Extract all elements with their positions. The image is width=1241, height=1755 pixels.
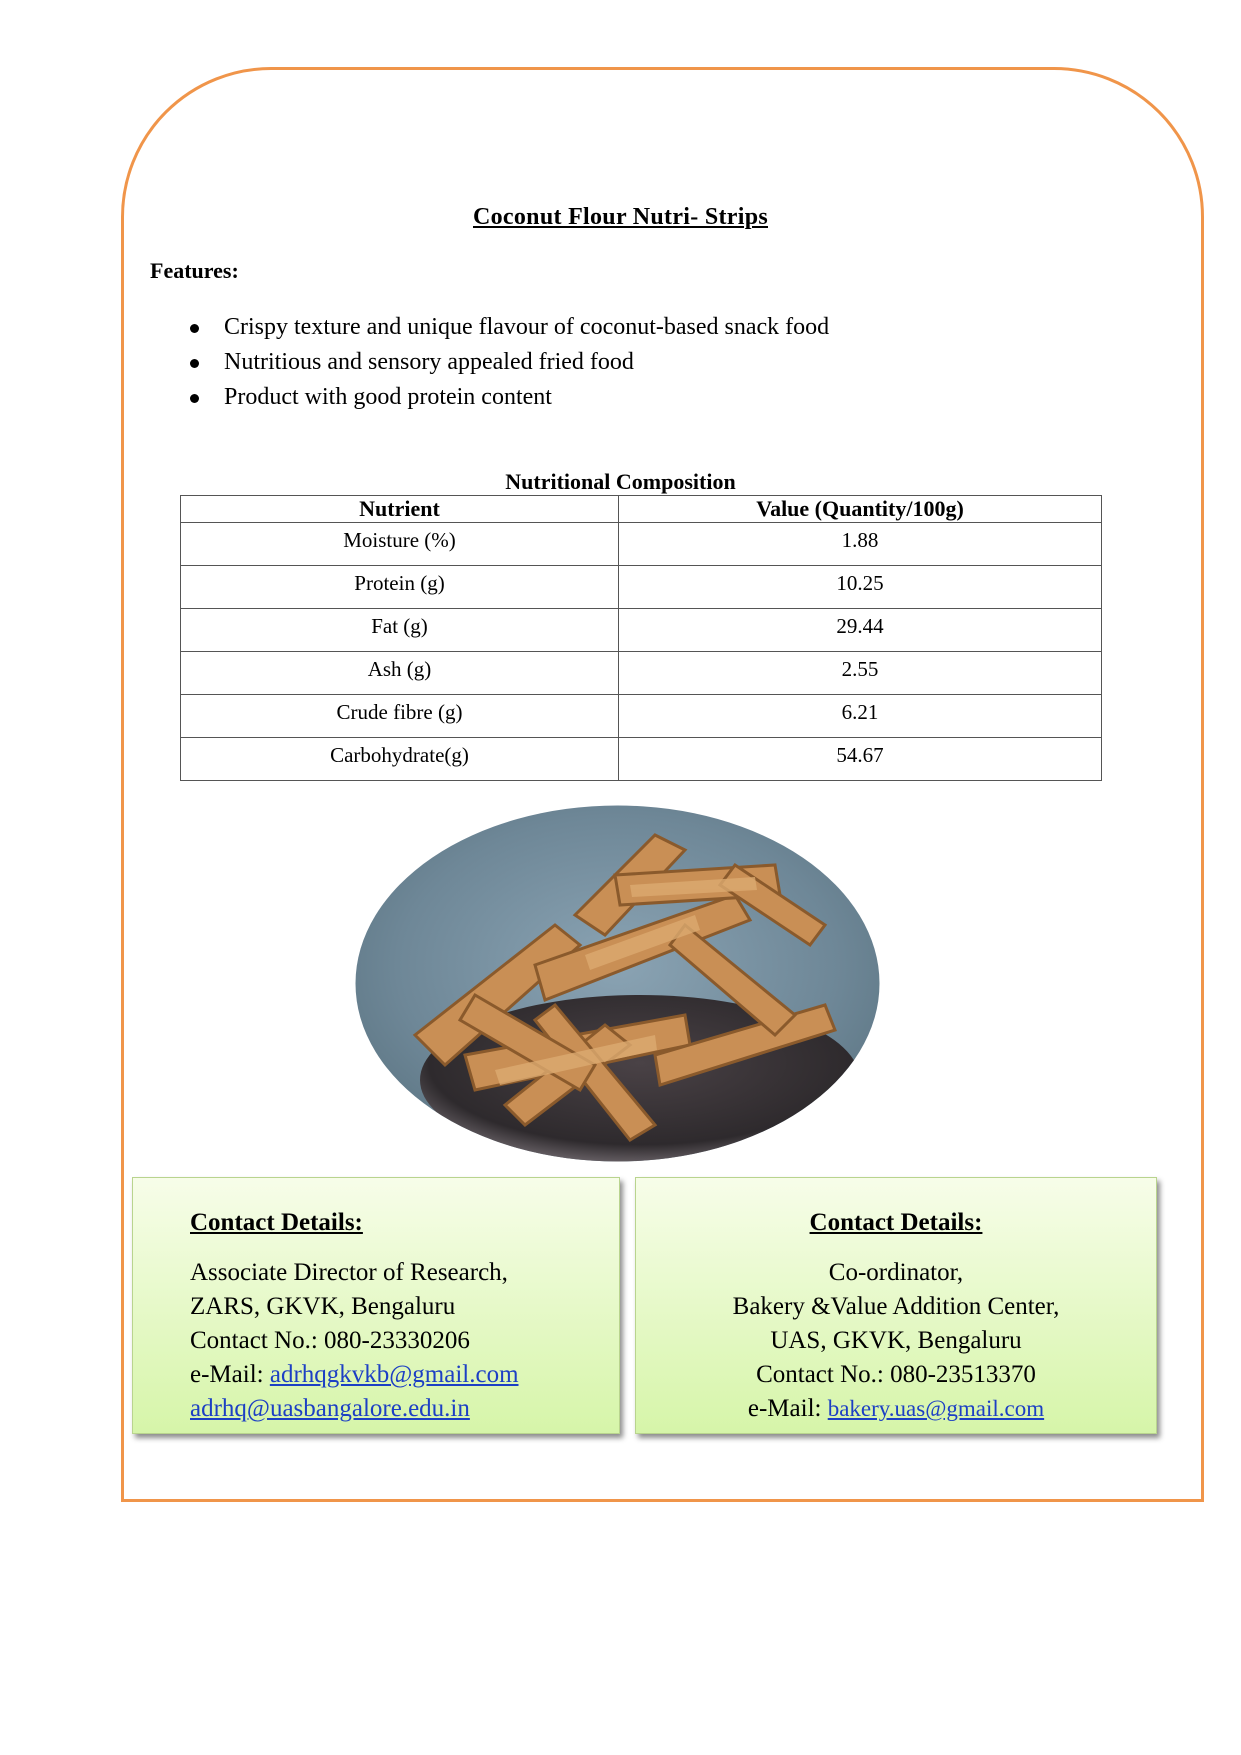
email-link[interactable]: adrhq@uasbangalore.edu.in (190, 1395, 470, 1422)
feature-text: Nutritious and sensory appealed fried food (224, 349, 634, 375)
table-row (181, 695, 1102, 738)
contact-line: ZARS, GKVK, Bengaluru (190, 1293, 456, 1320)
contact-heading: Contact Details: (809, 1209, 983, 1236)
value-cell: 6.21 (619, 695, 1102, 738)
value-cell: 1.88 (619, 523, 1102, 566)
contact-card-bakery (635, 1177, 1157, 1434)
feature-text: Crispy texture and unique flavour of coconut-based snack food (224, 314, 830, 340)
bullet-icon (190, 394, 199, 403)
table-row (181, 566, 1102, 609)
page-title: Coconut Flour Nutri- Strips (473, 204, 768, 230)
contact-line: Bakery &Value Addition Center, (732, 1293, 1060, 1320)
feature-text: Product with good protein content (224, 384, 552, 410)
email-link[interactable]: adrhqgkvkb@gmail.com (269, 1361, 519, 1388)
table-row (181, 609, 1102, 652)
email-prefix: e-Mail: (747, 1395, 828, 1422)
contact-phone: Contact No.: 080-23513370 (756, 1361, 1036, 1388)
features-heading: Features: (150, 258, 239, 283)
nutrient-cell: Crude fibre (g) (181, 695, 619, 738)
product-photo (355, 805, 880, 1162)
contact-email-line (190, 1392, 619, 1426)
contact-line: Associate Director of Research, (190, 1259, 508, 1286)
contact-line: Co-ordinator, (828, 1259, 964, 1286)
bullet-icon (190, 324, 199, 333)
nutrient-cell: Moisture (%) (181, 523, 619, 566)
value-cell: 10.25 (619, 566, 1102, 609)
contact-phone: Contact No.: 080-23330206 (190, 1327, 470, 1354)
contact-heading: Contact Details: (190, 1209, 363, 1236)
column-header: Value (Quantity/100g) (619, 496, 1102, 523)
contact-email-line (190, 1358, 619, 1392)
table-caption: Nutritional Composition (505, 469, 736, 494)
feature-item (190, 345, 829, 380)
value-cell: 54.67 (619, 738, 1102, 781)
contact-card-research (132, 1177, 620, 1434)
column-header: Nutrient (181, 496, 619, 523)
nutrition-table (180, 495, 1102, 781)
table-row (181, 738, 1102, 781)
nutrient-cell: Carbohydrate(g) (181, 738, 619, 781)
nutrient-cell: Ash (g) (181, 652, 619, 695)
features-list (190, 310, 829, 415)
nutrient-cell: Protein (g) (181, 566, 619, 609)
value-cell: 29.44 (619, 609, 1102, 652)
table-row (181, 523, 1102, 566)
bullet-icon (190, 359, 199, 368)
email-prefix: e-Mail: (190, 1361, 270, 1388)
contact-line: UAS, GKVK, Bengaluru (770, 1327, 1022, 1354)
feature-item (190, 310, 829, 345)
table-header-row (181, 496, 1102, 523)
value-cell: 2.55 (619, 652, 1102, 695)
table-row (181, 652, 1102, 695)
nutrient-cell: Fat (g) (181, 609, 619, 652)
email-link[interactable]: bakery.uas@gmail.com (827, 1396, 1045, 1421)
contact-email-line (636, 1392, 1156, 1426)
feature-item (190, 380, 829, 415)
